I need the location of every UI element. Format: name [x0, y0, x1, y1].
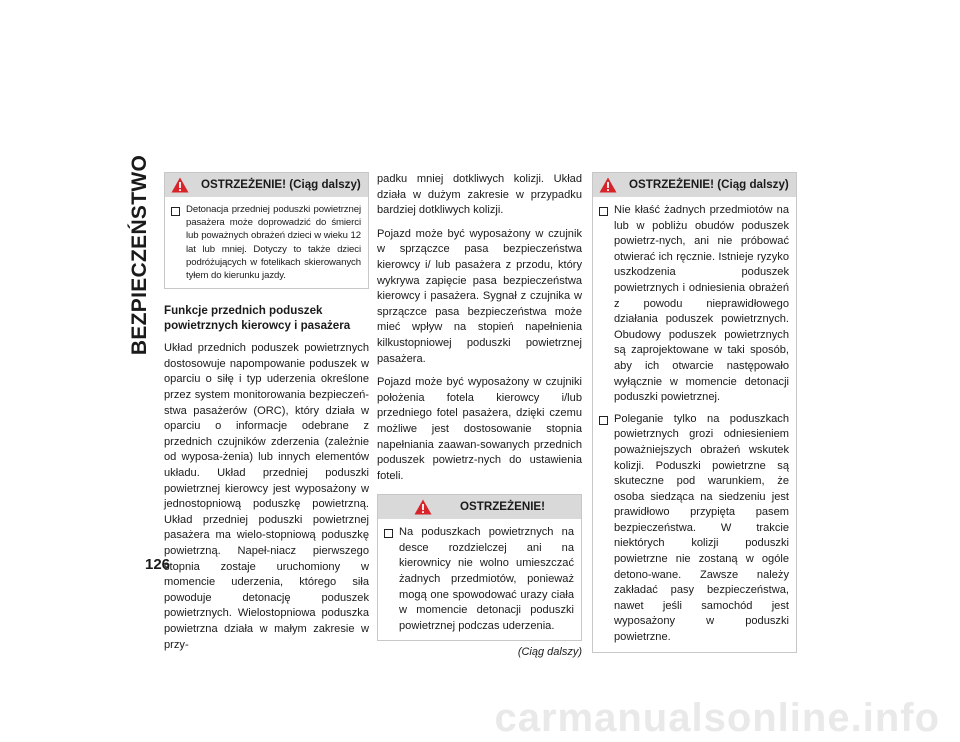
warning-triangle-icon: [414, 499, 432, 515]
warning-triangle-icon: [171, 177, 189, 193]
checkbox-bullet-icon: [599, 416, 608, 425]
subheading: Funkcje przednich poduszek powietrznych kierowcy i pasażera: [164, 304, 351, 333]
warning-box-continued: [592, 172, 797, 653]
continued-note: (Ciąg dalszy): [517, 646, 582, 659]
warning-item: [599, 203, 789, 406]
page-number: 126: [145, 556, 171, 573]
column-3: [592, 172, 797, 667]
warning-body: [165, 197, 368, 288]
checkbox-bullet-icon: [171, 207, 180, 216]
warning-title: OSTRZEŻENIE!: [459, 500, 546, 514]
body-paragraph: Układ przednich poduszek powietrznych dostosowuje napompowanie poduszek w oparciu o siłę i typ uderzenia określone przez system monitorowania bezpieczeń-stwa pasażerów (ORC), który działa w oparciu o informacje odebrane z przednich czujników zderzenia (zależnie od wyposa-żenia) lub innych elementów układu. Układ przedniej poduszki powietrznej kierowcy jest wyposażony w jednostopniową poduszkę powietrzną. Układ przedniej poduszki powietrznej pasażera ma wielo-stopniową poduszkę powietrzną. Napeł-niacz pierwszego stopnia zostaje uruchomiony w momencie uderzenia, którego siła powoduje detonację poduszek powietrznych. Wielostopniowa poduszka powietrzna działa w małym zakresie w przy-: [164, 342, 369, 651]
warning-item-text: Na poduszkach powietrznych na desce rozdzielczej ani na kierownicy nie wolno umieszczać żadnych przedmiotów, ponieważ mogą one spowodować urazy ciała w momencie detonacji poduszki powietrznej podczas uderzenia.: [399, 526, 574, 632]
warning-title: OSTRZEŻENIE! (Ciąg dalszy): [201, 178, 361, 192]
warning-title: OSTRZEŻENIE! (Ciąg dalszy): [629, 178, 789, 192]
warning-item-text: Poleganie tylko na poduszkach powietrznych grozi odniesieniem poważniejszych obrażeń wskutek kolizji. Poduszki powietrzne są skuteczne pod warunkiem, że osoba siedząca na siedzeniu jest prawidłowo przypięta pasem bezpieczeństwa. W trakcie niektórych kolizji poduszki powietrzne nie zostaną w ogóle detono-wane. Zawsze należy zakładać pasy bezpieczeństwa, nawet jeśli samochód jest wyposażony w poduszki powietrzne.: [614, 412, 789, 644]
warning-body: [378, 519, 581, 640]
warning-header: [165, 173, 368, 197]
warning-item: [599, 412, 789, 646]
body-paragraph: Pojazd może być wyposażony w czujnik w sprzączce pasa bezpieczeństwa kierowcy i/ lub pasażera z przodu, który wykrywa zapięcie pasa bezpieczeństwa kierowcy i pasażera. Sygnał z czujnika w sprzączce pasa bezpieczeństwa może mieć wpływ na stopień napełnienia kilkustopniowej poduszki powietrznej pasażera.: [377, 227, 582, 365]
warning-body: [593, 197, 796, 652]
column-2: [377, 172, 582, 661]
section-title-text: BEZPIECZEŃSTWO: [128, 154, 151, 356]
section-title: [120, 154, 160, 356]
warning-box: [377, 494, 582, 641]
warning-item-text: Nie kłaść żadnych przedmiotów na lub w pobliżu obudów poduszek powietrz-nych, ani nie próbować otwierać ich ręcznie. Istnieje ryzyko uszkodzenia poduszek powietrznych i odniesienia obrażeń z powodu nieprawidłowego działania poduszek powietrznych. Obudowy poduszek powietrznych są zaprojektowane w taki sposób, aby ich otwarcie następowało wyłącznie w momencie detonacji poduszki powietrznej.: [614, 204, 789, 404]
warning-item: [384, 525, 574, 634]
body-paragraph: Pojazd może być wyposażony w czujniki położenia fotela kierowcy i/lub przedniego fotel pasażera, dzięki czemu możliwe jest dostosowanie stopnia napełniania zaawan-sowanych przednich poduszek powietrz-nych do ustawienia foteli.: [377, 376, 582, 482]
warning-box-continued: [164, 172, 369, 289]
body-paragraph: padku mniej dotkliwych kolizji. Układ działa w dużym zakresie w przypadku bardziej dotkliwych kolizji.: [377, 173, 582, 217]
column-1: [164, 172, 369, 661]
checkbox-bullet-icon: [384, 529, 393, 538]
warning-header: [378, 495, 581, 519]
warning-triangle-icon: [599, 177, 617, 193]
warning-header: [593, 173, 796, 197]
watermark: carmanualsonline.info: [494, 696, 940, 740]
warning-item: [171, 203, 361, 282]
warning-item-text: Detonacja przedniej poduszki powietrznej pasażera może doprowadzić do śmierci lub poważnych obrażeń dzieci w wieku 12 lat lub mniej. Dotyczy to także dzieci podróżujących w fotelikach skierowanych tyłem do kierunku jazdy.: [186, 204, 361, 282]
checkbox-bullet-icon: [599, 207, 608, 216]
